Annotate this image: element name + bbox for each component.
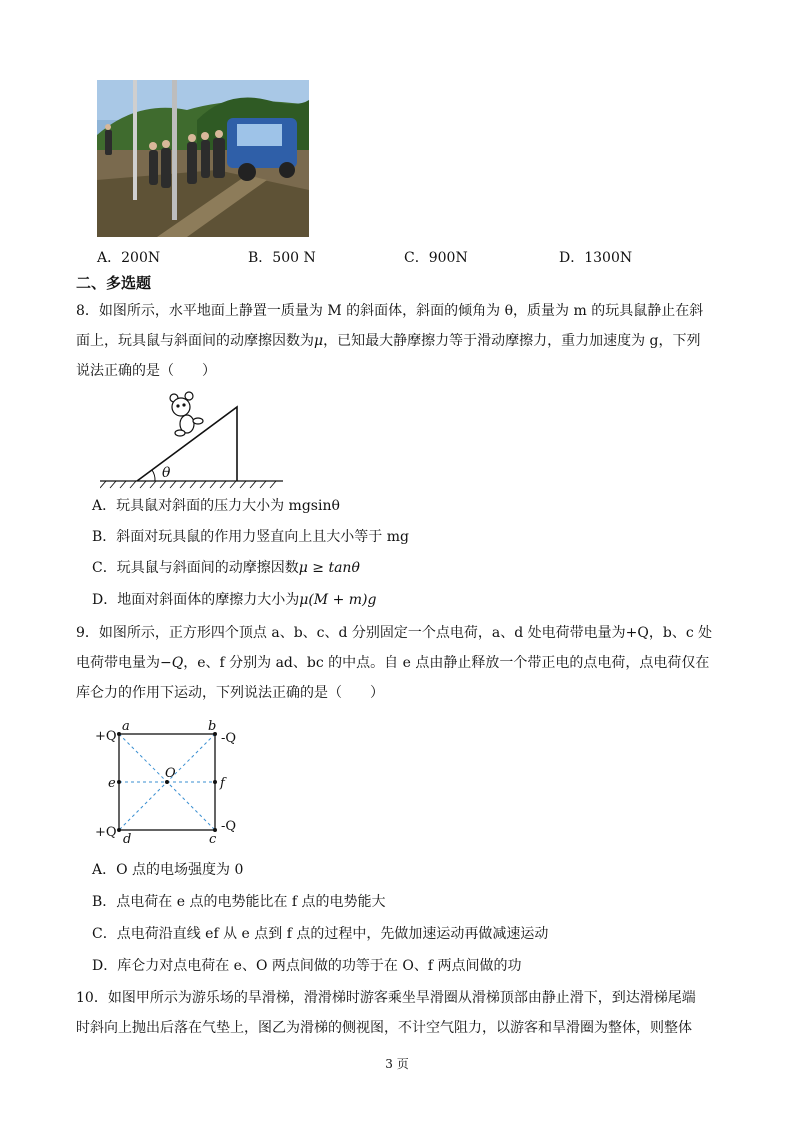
label-a: a: [122, 719, 130, 734]
q9-option-c: C．点电荷沿直线 ef 从 e 点到 f 点的过程中，先做加速运动再做减速运动: [92, 926, 549, 942]
label-c: c: [209, 832, 217, 847]
q9-stem-line-2: 电荷带电量为−Q，e、f 分别为 ad、bc 的中点。自 e 点由静止释放一个带正电的点电荷，点电荷仅在: [76, 655, 710, 671]
charge-a: +Q: [95, 729, 117, 744]
q10-stem-line-1: 10．如图甲所示为游乐场的旱滑梯，滑滑梯时游客乘坐旱滑圈从滑梯顶部由静止滑下，到达滑梯尾端: [76, 990, 696, 1006]
theta-label: θ: [162, 465, 171, 481]
q8-stem-line-3: 说法正确的是（ ）: [76, 363, 216, 379]
charge-c: -Q: [221, 819, 237, 834]
section-heading: 二、多选题: [76, 274, 152, 292]
q8-stem-line-2: 面上，玩具鼠与斜面间的动摩擦因数为μ，已知最大静摩擦力等于滑动摩擦力，重力加速度为 g，下列: [76, 333, 701, 349]
q8-option-a: A．玩具鼠对斜面的压力大小为 mgsinθ: [92, 498, 340, 514]
label-b: b: [208, 719, 217, 734]
q9-option-d: D．库仑力对点电荷在 e、O 两点间做的功等于在 O、f 两点间做的功: [92, 958, 522, 974]
label-e: e: [108, 776, 116, 791]
page-number: 3 页: [385, 1057, 409, 1071]
q7-photo: [97, 80, 309, 237]
q9-stem-line-1: 9．如图所示，正方形四个顶点 a、b、c、d 分别固定一个点电荷，a、d 处电荷带电量为+Q，b、c 处: [76, 625, 713, 641]
label-f: f: [220, 776, 225, 791]
charge-d: +Q: [95, 825, 117, 840]
q9-option-b: B．点电荷在 e 点的电势能比在 f 点的电势能大: [92, 894, 386, 910]
q7-option-d: D．1300N: [559, 250, 633, 266]
q8-incline-diagram: [100, 390, 290, 490]
q7-option-a: A．200N: [97, 250, 161, 266]
q9-square-diagram: [95, 718, 255, 848]
q9-stem-line-3: 库仑力的作用下运动，下列说法正确的是（ ）: [76, 685, 384, 701]
q8-option-b: B．斜面对玩具鼠的作用力竖直向上且大小等于 mg: [92, 529, 409, 545]
label-o: O: [165, 766, 176, 781]
label-d: d: [123, 832, 132, 847]
toy-mouse-icon: [170, 392, 203, 436]
q7-option-c: C．900N: [404, 250, 468, 266]
q8-option-d: D．地面对斜面体的摩擦力大小为μ(M + m)g: [92, 592, 377, 608]
q10-stem-line-2: 时斜向上抛出后落在气垫上，图乙为滑梯的侧视图，不计空气阻力，以游客和旱滑圈为整体，则整体: [76, 1020, 692, 1036]
q8-option-c: C．玩具鼠与斜面间的动摩擦因数μ ≥ tanθ: [92, 560, 360, 576]
q9-option-a: A．O 点的电场强度为 0: [92, 862, 244, 878]
q8-stem-line-1: 8．如图所示，水平地面上静置一质量为 M 的斜面体，斜面的倾角为 θ，质量为 m 的玩具鼠静止在斜: [76, 303, 704, 319]
q7-option-b: B．500 N: [248, 250, 316, 266]
charge-b: -Q: [221, 731, 237, 746]
